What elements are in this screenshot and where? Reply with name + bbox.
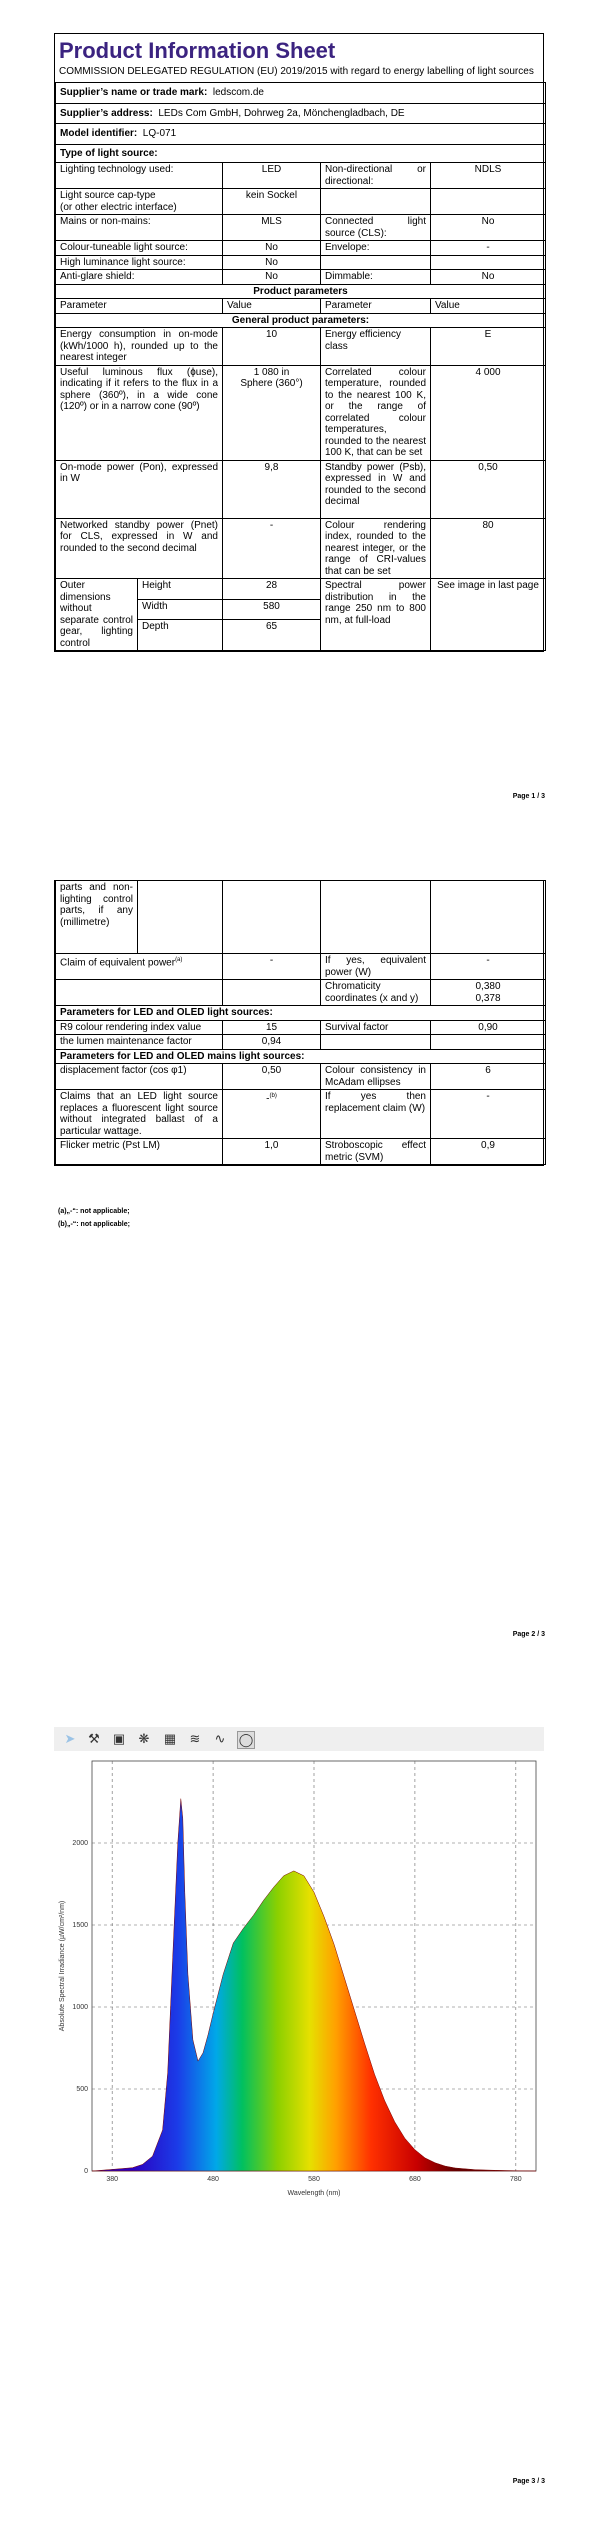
- chroma-label: Chromaticity coordinates (x and y): [321, 980, 431, 1006]
- replace-label: If yes then replacement claim (W): [321, 1090, 431, 1139]
- supplier-address-label: Supplier’s address:: [60, 107, 153, 119]
- r9-label: R9 colour rendering index value: [56, 1020, 223, 1035]
- supplier-name-row: [56, 83, 546, 104]
- anti-glare-label: Anti-glare shield:: [56, 270, 223, 285]
- supplier-address-value: LEDs Com GmbH, Dohrweg 2a, Mönchengladbach, DE: [158, 107, 405, 119]
- height-label: Height: [138, 579, 223, 600]
- eclass-label: Energy efficiency class: [321, 328, 431, 366]
- consistency-label: Colour consistency in McAdam ellipses: [321, 1064, 431, 1090]
- standby-label: Standby power (Psb), expressed in W and rounded to the second decimal: [321, 460, 431, 518]
- supplier-address-row: [56, 103, 546, 124]
- standby-value: 0,50: [431, 460, 546, 518]
- envelope-label: Envelope:: [321, 241, 431, 256]
- tools-icon[interactable]: ⚒: [88, 1731, 100, 1746]
- bulb-icon[interactable]: ◯: [238, 1732, 254, 1747]
- model-row: [56, 124, 546, 145]
- directional-label: Non-directional or directional:: [321, 163, 431, 189]
- page-number-1: Page 1 / 3: [512, 793, 545, 800]
- footnote-b: (b)„-“: not applicable;: [58, 1221, 130, 1228]
- netstandby-value: -: [223, 518, 321, 579]
- image-icon[interactable]: ▣: [112, 1731, 126, 1746]
- equiv-value: -: [223, 954, 321, 980]
- maint-value: 0,94: [223, 1035, 321, 1050]
- cls-value: No: [431, 215, 546, 241]
- dims-label-part-2: parts and non-lighting control parts, if any (millimetre): [56, 881, 138, 954]
- dims-label-part-1: Outer dimensions without separate control gear, lighting control: [56, 579, 138, 651]
- survival-label: Survival factor: [321, 1020, 431, 1035]
- flicker-value: 1,0: [223, 1139, 321, 1165]
- y-axis-label: Absolute Spectral Irradiance (µW/cm²/nm): [59, 1900, 66, 2032]
- r9-value: 15: [223, 1020, 321, 1035]
- model-label: Model identifier:: [60, 128, 138, 139]
- mains-row: [56, 215, 546, 241]
- cct-label: Correlated colour temperature, rounded to the nearest 100 K, or the range of correlated colour temperatures, rounded to the nearest 100 K, that can be set: [321, 365, 431, 460]
- spectrum-plot: [54, 1751, 544, 2212]
- flicker-label: Flicker metric (Pst LM): [56, 1139, 223, 1165]
- product-params-heading-row: [56, 284, 546, 299]
- spectrum-area: [92, 1799, 536, 2171]
- fluor-label: Claims that an LED light source replaces a fluorescent light source without integrated ballast of a particular wattage.: [56, 1090, 223, 1139]
- general-heading-row: [56, 313, 546, 328]
- cap-value: kein Sockel: [223, 189, 321, 215]
- mains-value: MLS: [223, 215, 321, 241]
- height-row: [56, 579, 546, 600]
- equiv-w-value: -: [431, 954, 546, 980]
- table-icon[interactable]: ▦: [163, 1731, 177, 1746]
- high-lum-value: No: [223, 255, 321, 270]
- maint-label: the lumen maintenance factor: [56, 1035, 223, 1050]
- chroma-value: 0,380 0,378: [431, 980, 546, 1006]
- equiv-w-label: If yes, equivalent power (W): [321, 954, 431, 980]
- strobo-label: Stroboscopic effect metric (SVM): [321, 1139, 431, 1165]
- chart-toolbar: [54, 1727, 544, 1751]
- column-header-row: [56, 299, 546, 314]
- y-tick-label: 0: [84, 2168, 88, 2175]
- flux-value: 1 080 in Sphere (360°): [223, 365, 321, 460]
- col-parameter-1: Parameter: [56, 299, 223, 314]
- energy-value: 10: [223, 328, 321, 366]
- supplier-name-label: Supplier’s name or trade mark:: [60, 87, 208, 98]
- tech-value: LED: [223, 163, 321, 189]
- col-value-1: Value: [223, 299, 321, 314]
- colour-tune-label: Colour-tuneable light source:: [56, 241, 223, 256]
- spectrum-chart: [54, 1727, 544, 2212]
- pointer-icon[interactable]: ➤: [64, 1731, 76, 1746]
- cri-label: Colour rendering index, rounded to the nearest integer, or the range of CRI-values that can be set: [321, 518, 431, 579]
- regulation-subtitle: COMMISSION DELEGATED REGULATION (EU) 2019/2015 with regard to energy labelling of light sources: [59, 66, 534, 77]
- col-parameter-2: Parameter: [321, 299, 431, 314]
- led-heading-row: [56, 1006, 546, 1021]
- colour-tune-value: No: [223, 241, 321, 256]
- flicker-row: [56, 1139, 546, 1165]
- page-2: [0, 880, 595, 1720]
- colour-tune-row: [56, 241, 546, 256]
- waveform-icon[interactable]: ∿: [214, 1731, 226, 1746]
- x-tick-label: 480: [207, 2176, 219, 2183]
- info-sheet-page-1: [54, 33, 544, 652]
- fluor-row: [56, 1090, 546, 1139]
- led-heading: Parameters for LED and OLED light sources:: [56, 1006, 546, 1021]
- directional-value: NDLS: [431, 163, 546, 189]
- mains-heading-row: [56, 1049, 546, 1064]
- supplier-name-value: ledscom.de: [212, 87, 264, 98]
- cap-row: [56, 189, 546, 215]
- disp-label: displacement factor (cos φ1): [56, 1064, 223, 1090]
- cri-value: 80: [431, 518, 546, 579]
- anti-glare-value: No: [223, 270, 321, 285]
- y-tick-label: 2000: [72, 1840, 88, 1847]
- cct-value: 4 000: [431, 365, 546, 460]
- survival-value: 0,90: [431, 1020, 546, 1035]
- page-number-3: Page 3 / 3: [512, 2478, 545, 2485]
- equiv-row: [56, 954, 546, 980]
- dims-continued-row: [56, 881, 546, 954]
- page-number-2: Page 2 / 3: [512, 1631, 545, 1638]
- consistency-value: 6: [431, 1064, 546, 1090]
- netstandby-label: Networked standby power (Pnet) for CLS, expressed in W and rounded to the second decimal: [56, 518, 223, 579]
- maint-row: [56, 1035, 546, 1050]
- replace-value: -: [431, 1090, 546, 1139]
- disp-row: [56, 1064, 546, 1090]
- tech-label: Lighting technology used:: [56, 163, 223, 189]
- depth-label: Depth: [138, 620, 223, 651]
- person-icon[interactable]: ❋: [138, 1731, 150, 1746]
- height-value: 28: [223, 579, 321, 600]
- y-tick-label: 1500: [72, 1922, 88, 1929]
- tech-row: [56, 163, 546, 189]
- general-heading: General product parameters:: [56, 313, 546, 328]
- eclass-value: E: [431, 328, 546, 366]
- anti-glare-row: [56, 270, 546, 285]
- disp-value: 0,50: [223, 1064, 321, 1090]
- info-table-2: [55, 880, 546, 1165]
- spectral-label: Spectral power distribution in the range 250 nm to 800 nm, at full-load: [321, 579, 431, 651]
- depth-value: 65: [223, 620, 321, 651]
- flux-label: Useful luminous flux (ɸuse), indicating if it refers to the flux in a sphere (360º), in a wide cone (120º) or in a narrow cone (90º): [56, 365, 223, 460]
- x-axis-label: Wavelength (nm): [287, 2190, 341, 2197]
- x-tick-label: 380: [106, 2176, 119, 2183]
- high-lum-label: High luminance light source:: [56, 255, 223, 270]
- envelope-value: -: [431, 241, 546, 256]
- spectral-value: See image in last page: [431, 579, 546, 651]
- info-sheet-page-2: [54, 880, 544, 1166]
- strobo-value: 0,9: [431, 1139, 546, 1165]
- r9-row: [56, 1020, 546, 1035]
- dimmable-value: No: [431, 270, 546, 285]
- info-table-1: [55, 82, 546, 651]
- dimmable-label: Dimmable:: [321, 270, 431, 285]
- onpower-value: 9,8: [223, 460, 321, 518]
- chroma-row: [56, 980, 546, 1006]
- product-params-heading: Product parameters: [56, 284, 546, 299]
- footnote-a: (a)„-“: not applicable;: [58, 1208, 130, 1215]
- x-tick-label: 680: [409, 2176, 421, 2183]
- cap-label: Light source cap-type (or other electric interface): [56, 189, 223, 215]
- y-tick-label: 1000: [72, 2004, 88, 2011]
- netstandby-row: [56, 518, 546, 579]
- energy-label: Energy consumption in on-mode (kWh/1000 h), rounded up to the nearest integer: [56, 328, 223, 366]
- col-value-2: Value: [431, 299, 546, 314]
- spectrum-icon[interactable]: ≋: [189, 1731, 201, 1746]
- mains-label: Mains or non-mains:: [56, 215, 223, 241]
- model-value: LQ-071: [142, 128, 177, 139]
- flux-row: [56, 365, 546, 460]
- cls-label: Connected light source (CLS):: [321, 215, 431, 241]
- width-label: Width: [138, 599, 223, 620]
- type-heading-row: [56, 144, 546, 163]
- fluor-value: -$^{(b)}$: [223, 1090, 321, 1139]
- energy-row: [56, 328, 546, 366]
- high-lum-row: [56, 255, 546, 270]
- mains-heading: Parameters for LED and OLED mains light sources:: [56, 1049, 546, 1064]
- equiv-label: Claim of equivalent power$^{(a)}$: [56, 954, 223, 980]
- y-tick-label: 500: [76, 2086, 88, 2093]
- x-tick-label: 580: [308, 2176, 320, 2183]
- x-tick-label: 780: [509, 2176, 522, 2183]
- onpower-row: [56, 460, 546, 518]
- type-heading: Type of light source:: [56, 144, 546, 163]
- page-1: [0, 0, 595, 880]
- onpower-label: On-mode power (Pon), expressed in W: [56, 460, 223, 518]
- page-title: Product Information Sheet: [59, 38, 336, 63]
- width-value: 580: [223, 599, 321, 620]
